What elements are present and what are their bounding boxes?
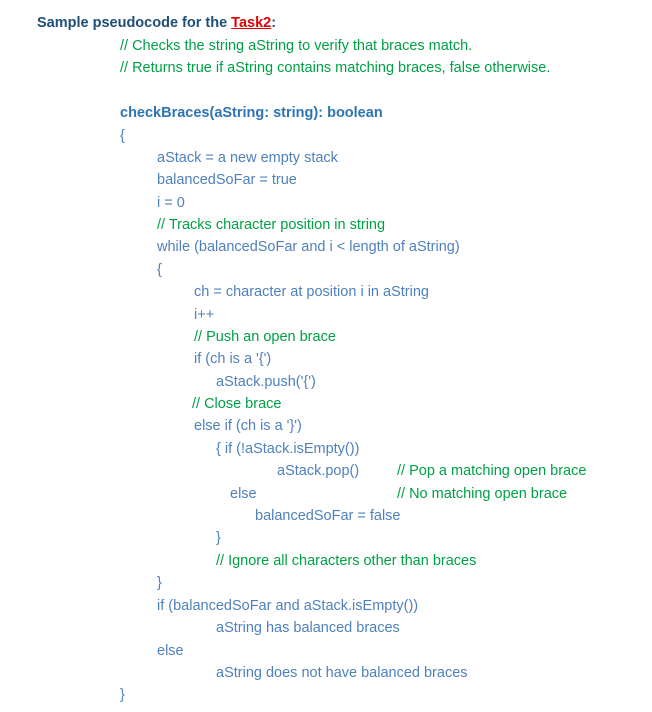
close-brace: } (120, 687, 125, 703)
code-line: balancedSoFar = false (255, 508, 401, 524)
comment-line: // Pop a matching open brace (397, 463, 587, 479)
code-line: aString has balanced braces (216, 620, 400, 636)
code-line: else (157, 643, 184, 659)
code-line: { if (!aStack.isEmpty()) (216, 441, 360, 457)
code-line: i = 0 (157, 195, 185, 211)
comment-line: // Checks the string aString to verify that braces match. (120, 38, 473, 54)
code-line: aStack.push('{') (216, 374, 316, 390)
code-line: i++ (194, 307, 215, 323)
task2-link[interactable]: Task2 (231, 15, 272, 31)
close-brace: } (216, 530, 221, 546)
code-line: if (balancedSoFar and aStack.isEmpty()) (157, 598, 419, 614)
code-line: balancedSoFar = true (157, 172, 297, 188)
close-brace: } (157, 575, 162, 591)
code-line: else if (ch is a '}') (194, 418, 302, 434)
code-line: if (ch is a '{') (194, 351, 272, 367)
code-line: aStack = a new empty stack (157, 150, 338, 166)
comment-line: // Tracks character position in string (157, 217, 386, 233)
comment-line: // Ignore all characters other than braces (216, 553, 477, 569)
code-line: while (balancedSoFar and i < length of aString) (157, 239, 460, 255)
title-suffix: : (271, 15, 277, 31)
comment-line: // No matching open brace (397, 486, 568, 502)
title-prefix: Sample pseudocode for the (37, 15, 232, 31)
comment-line: // Push an open brace (194, 329, 336, 345)
code-line: else (230, 486, 257, 502)
open-brace: { (120, 128, 125, 144)
code-line: aString does not have balanced braces (216, 665, 468, 681)
code-line: ch = character at position i in aString (194, 284, 429, 300)
function-signature: checkBraces(aString: string): boolean (120, 105, 383, 121)
code-line: aStack.pop() (277, 463, 360, 479)
open-brace: { (157, 262, 162, 278)
comment-line: // Returns true if aString contains matching braces, false otherwise. (120, 60, 551, 76)
document-title (37, 13, 276, 33)
comment-line: // Close brace (192, 396, 282, 412)
